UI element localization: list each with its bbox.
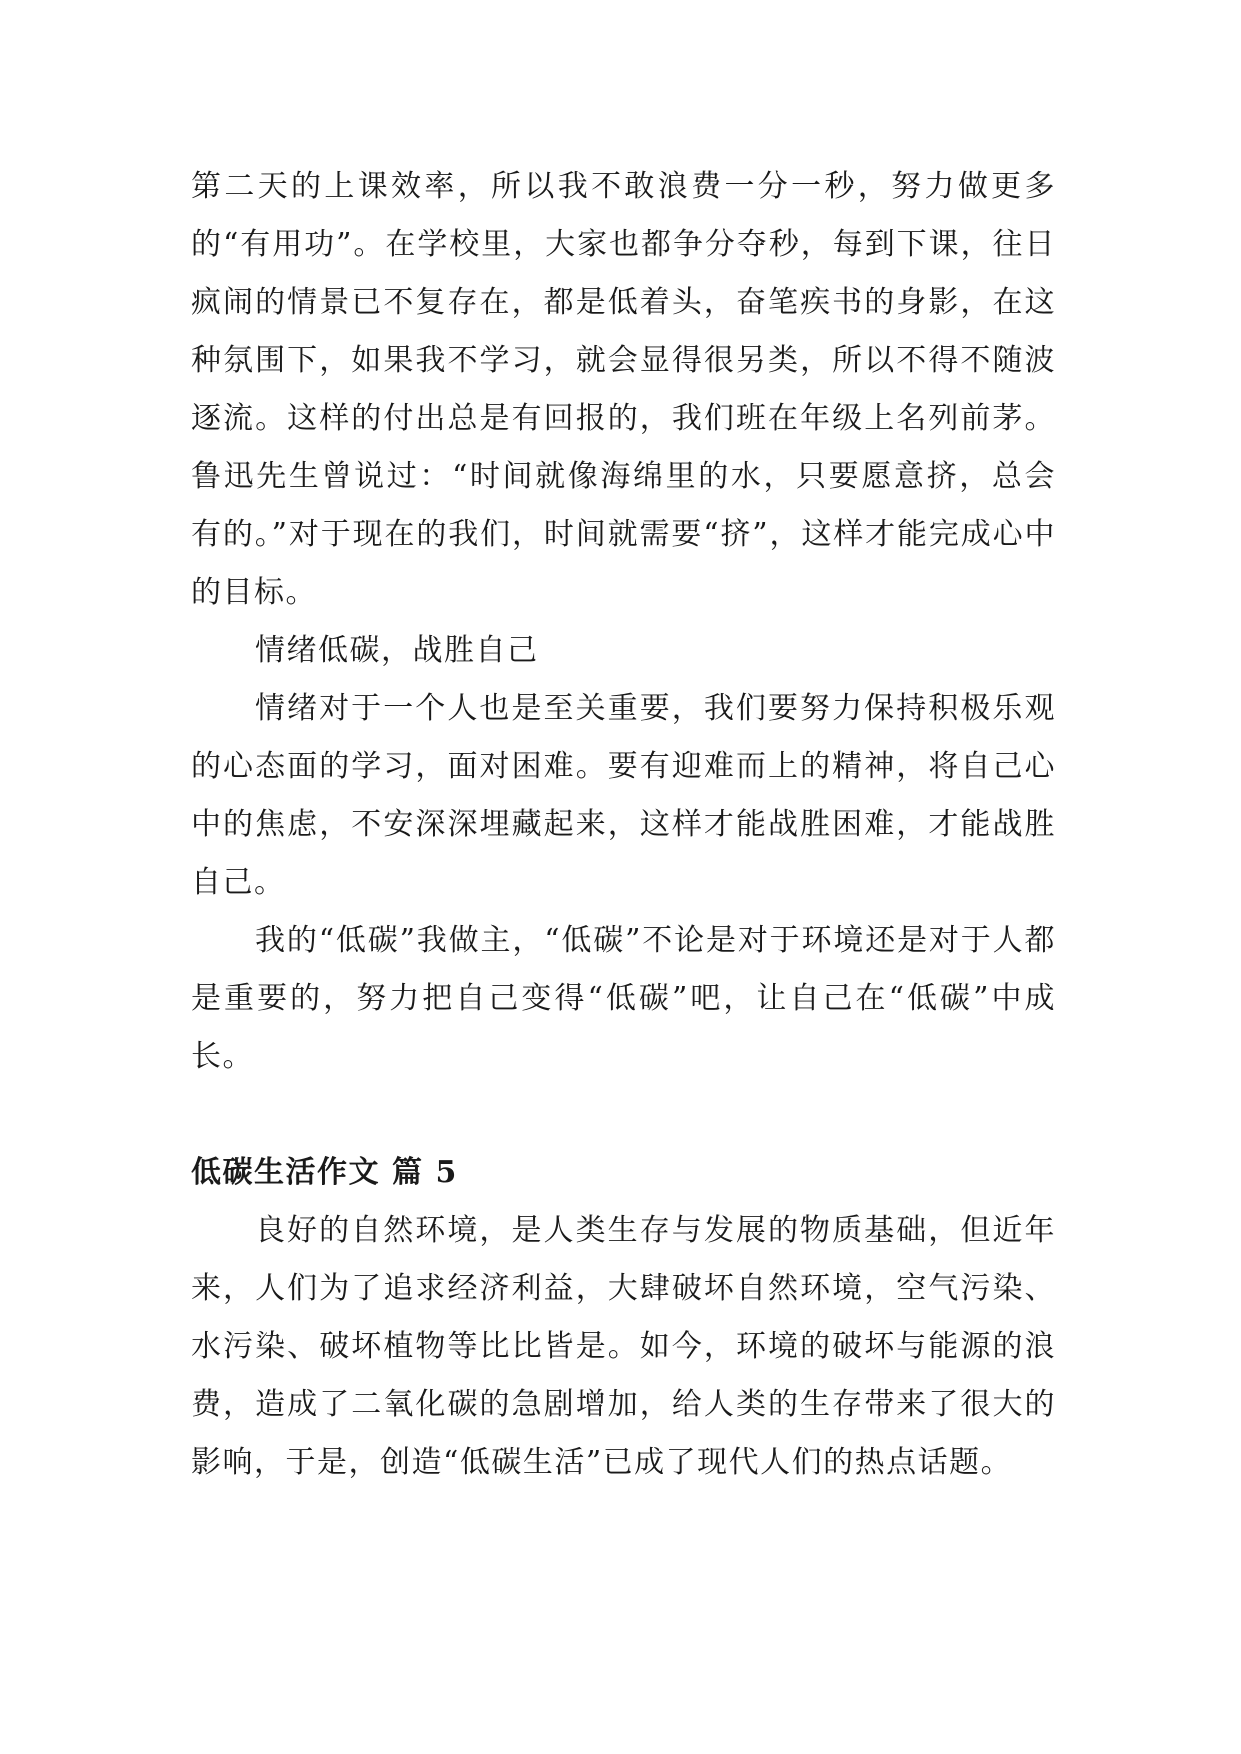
paragraph-continuation: 第二天的上课效率，所以我不敢浪费一分一秒，努力做更多的“有用功”。在学校里，大家也都争分夺秒，每到下课，往日疯闹的情景已不复存在，都是低着头，奋笔疾书的身影，在这种氛围下，如果我不学习，就会显得很另类，所以不得不随波逐流。这样的付出总是有回报的，我们班在年级上名列前茅。鲁迅先生曾说过：“时间就像海绵里的水，只要愿意挤，总会有的。”对于现在的我们，时间就需要“挤”，这样才能完成心中的目标。 [191, 169, 1056, 610]
section-number: 篇 5 [392, 1155, 458, 1190]
section-title: 低碳生活作文 [191, 1155, 380, 1190]
paragraph-emotion: 情绪对于一个人也是至关重要，我们要努力保持积极乐观的心态面的学习，面对困难。要有迎难而上的精神，将自己心中的焦虑，不安深深埋藏起来，这样才能战胜困难，才能战胜自己。 [191, 691, 1056, 900]
document-page [191, 158, 1056, 1492]
paragraph-conclusion: 我的“低碳”我做主，“低碳”不论是对于环境还是对于人都是重要的，努力把自己变得“低碳”吧，让自己在“低碳”中成长。 [191, 923, 1056, 1074]
paragraph-intro: 良好的自然环境，是人类生存与发展的物质基础，但近年来，人们为了追求经济利益，大肆破坏自然环境，空气污染、水污染、破坏植物等比比皆是。如今，环境的破坏与能源的浪费，造成了二氧化碳的急剧增加，给人类的生存带来了很大的影响，于是，创造“低碳生活”已成了现代人们的热点话题。 [191, 1213, 1056, 1480]
subheading-emotion-low-carbon: 情绪低碳，战胜自己 [255, 633, 539, 668]
section-heading [191, 1144, 1056, 1202]
